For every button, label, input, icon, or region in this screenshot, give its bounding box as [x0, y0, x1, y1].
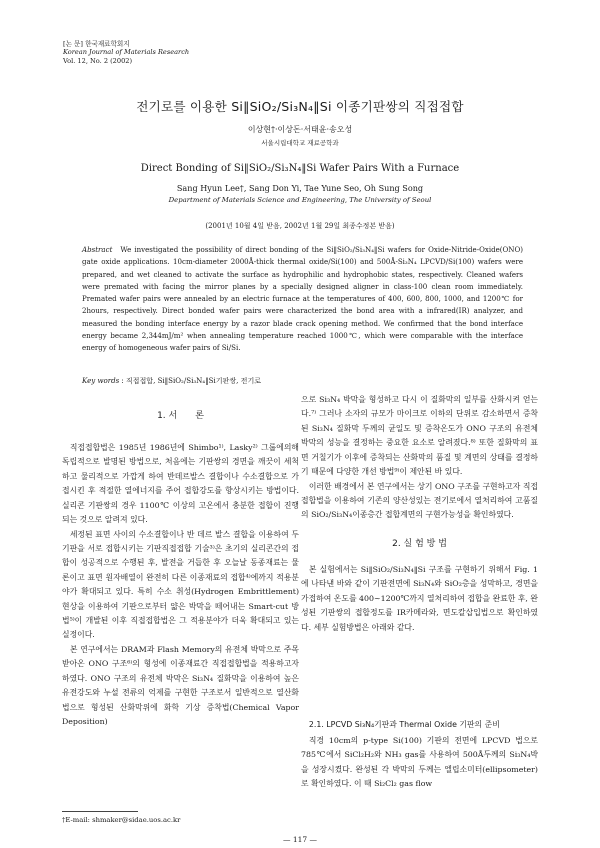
journal-category: [논 문] 한국재료학회지: [63, 40, 130, 48]
keywords-text: : 직접접합, Si‖SiO₂/Si₃N₄‖Si기판쌍, 전기로: [121, 376, 262, 385]
paragraph: 직경 10cm의 p-type Si(100) 기판의 전면에 LPCVD 법으로 785℃에서 SiCl₂H₂와 NH₃ gas를 사용하여 500Å두께의 Si₃N₄박을 성장시켰다. 완성된 각 박막의 두께는 엘립소미터(ellipsometer)로 확인하였다. 이 때 Si₂Cl₂ gas flow: [301, 736, 538, 789]
abstract: [82, 244, 523, 354]
affiliation-korean: 서울시립대학교 재료공학과: [261, 139, 339, 147]
received-dates: (2001년 10월 4일 받음, 2002년 1월 29일 최종수정본 받음): [205, 222, 395, 230]
methods-body: [301, 563, 538, 635]
paragraph: 본 실험에서는 Si‖SiO₂/Si₃N₄‖Si 구조를 구현하기 위해서 Fig. 1에 나타낸 바와 같이 기판전면에 Si₃N₄와 SiO₂층을 성막하고, 경면을 가접하여 온도를 400~1200℃까지 열처리하여 접합을 완료한 후, 완성된 기판쌍의 접합정도를 IR카메라와, 면도칼삽입법으로 확인하였다. 세부 실험방법은 아래와 같다.: [301, 565, 538, 632]
section-heading-introduction: 1. 서 론: [157, 411, 204, 421]
page-number: — 117 —: [282, 835, 318, 844]
keywords: [82, 376, 261, 386]
subsection-heading: 2.1. LPCVD Si₃N₄기판과 Thermal Oxide 기판의 준비: [308, 720, 500, 729]
paragraph: 이러한 배경에서 본 연구에서는 상기 ONO 구조를 구현하고자 직접접합법을 이용하여 기존의 양산성있는 전기로에서 열처리하여 고품질의 SiO₂/Si₃N₄이종층간 접합계면의 구현가능성을 확인하였다.: [301, 481, 538, 520]
title-english: Direct Bonding of Si‖SiO₂/Si₃N₄‖Si Wafer Pairs With a Furnace: [140, 163, 460, 174]
paragraph: 으로 Si₃N₄ 박막을 형성하고 다시 이 질화막의 일부를 산화시켜 얻는다.⁷⁾ 그러나 소자의 규모가 마이크로 이하의 단위로 감소하면서 증착된 Si₃N₄ 질화막 두께의 균일도 및 증착온도가 ONO 구조의 유전체 박막의 성능을 결정하는 중요한 요소로 알려졌다.⁸⁾ 또한 질화막의 표면 거칠기가 이후에 증착되는 산화막의 품질 및 계면의 상태를 결정하기 때문에 다양한 개선 방법⁹⁾이 제안된 바 있다.: [301, 395, 538, 477]
subsection-body: [301, 734, 538, 792]
footnote-email: †E-mail: shmaker@sidae.uos.ac.kr: [62, 816, 181, 824]
right-column-intro: [301, 393, 538, 523]
affiliation-english: Department of Materials Science and Engineering, The University of Seoul: [168, 196, 432, 204]
keywords-label: Key words: [82, 376, 120, 385]
section-heading-methods: 2. 실 험 방 법: [392, 539, 447, 549]
journal-volume: Vol. 12, No. 2 (2002): [63, 56, 133, 65]
authors-english: Sang Hyun Lee†, Sang Don Yi, Tae Yune Seo, Oh Sung Song: [176, 183, 424, 193]
footnote-rule: [62, 811, 138, 812]
abstract-text: We investigated the possibility of direct bonding of the Si‖SiO₂/Si₃N₄‖Si wafers for Oxide-Nitride-Oxide(ONO) gate oxide applications. 10cm-diameter 2000Å-thick thermal oxide/Si(100) and 500Å-Si₃N₄ LPCVD/Si(100) wafers were prepared, and wet cleaned to activate the surface as hydrophilic and hydrophobic states, respectively. Cleaned wafers were premated with facing the mirror planes by a specially designed aligner in class-100 clean room immediately. Premated wafer pairs were annealed by an electric furnace at the temperatures of 400, 600, 800, 1000, and 1200℃ for 2hours, respectively. Direct bonded wafer pairs were characterized the bond area with a infrared(IR) analyzer, and measured the bonding interface energy by a razor blade crack opening method. We confirmed that the bond interface energy became 2,344mJ/m² when annealing temperature reached 1000℃, which were comparable with the interface energy of homogeneous wafer pairs of Si/Si.: [82, 245, 523, 352]
journal-header: [63, 40, 189, 65]
journal-name: Korean Journal of Materials Research: [63, 48, 190, 57]
authors-korean: 이상현†·이상돈·서태윤·송오성: [247, 125, 353, 134]
paragraph: 직접접합법은 1985년 1986년에 Shimbo¹⁾, Lasky²⁾ 그룹에의해 독립적으로 발명된 방법으로, 처음에는 기판쌍의 경면을 깨끗이 세척하고 물리적으로 가깝게 하여 반데르발스 결합이나 수소결합으로 가접시킨 후 적절한 열에너지를 주어 접합강도를 향상시키는 방법이다. 실리콘 기판쌍의 경우 1100℃ 이상의 고온에서 충분한 접합이 진행되는 것으로 알려져 있다.: [62, 443, 299, 525]
paragraph: 세정된 표면 사이의 수소결합이나 반 데르 발스 결합을 이용하여 두 기판을 서로 접합시키는 기판직접접합 기술³⁾은 초기의 실리콘간의 접합이 성공적으로 수행된 후, 발전을 거듭한 후 오늘날 동종재료는 물론이고 표면 원자배열이 완전히 다른 이종재료의 접합⁴⁾에까지 적용분야가 확대되고 있다. 특히 수소 취성(Hydrogen Embrittlement) 현상을 이용하여 기판으로부터 얇은 박막을 떼어내는 Smart-cut 방법⁵⁾이 개발된 이후 직접접합법은 그 적용분야가 더욱 확대되고 있는 실정이다.: [62, 529, 299, 640]
title-korean: 전기로를 이용한 Si‖SiO₂/Si₃N₄‖Si 이종기판쌍의 직접접합: [136, 99, 464, 114]
paragraph: 본 연구에서는 DRAM과 Flash Memory의 유전체 박막으로 주목 받아온 ONO 구조⁶⁾의 형성에 이종재료간 직접접합법을 적용하고자 하였다. ONO 구조의 유전체 박막은 Si₃N₄ 질화막을 이용하여 높은 유전강도와 누설 전류의 억제를 구현한 구조로서 일반적으로 열산화법으로 형성된 산화막위에 화학 기상 증착법(Chemical Vapor Deposition): [62, 644, 299, 727]
abstract-label: Abstract: [82, 245, 113, 254]
left-column: [62, 441, 299, 729]
